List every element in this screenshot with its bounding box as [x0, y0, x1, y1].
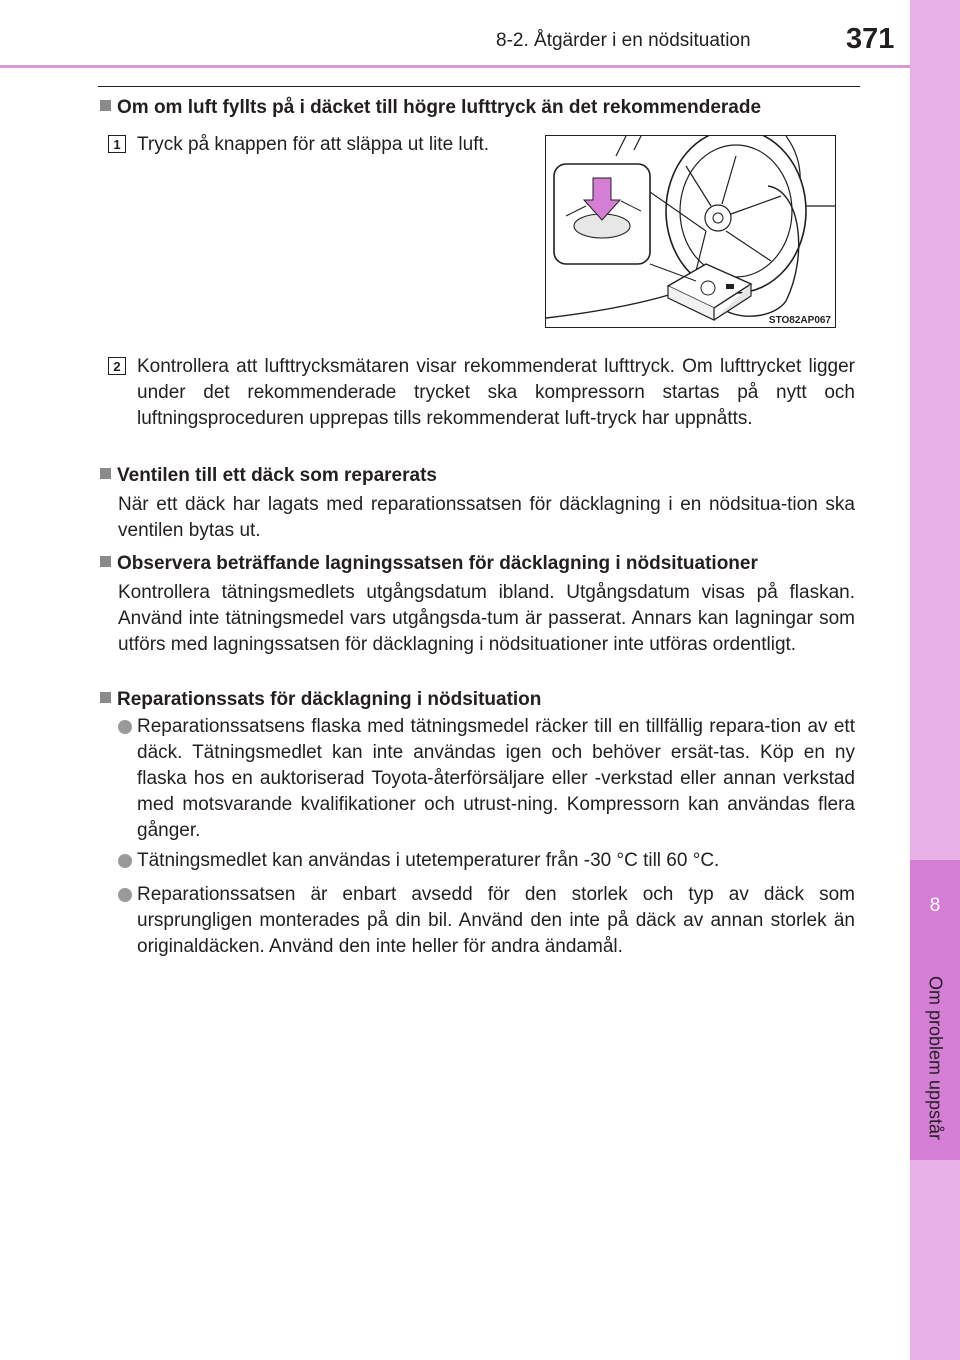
square-bullet-icon	[100, 100, 111, 111]
page-number: 371	[846, 23, 895, 55]
bullet-text: Reparationssatsen är enbart avsedd för den storlek och typ av däck som ursprungligen monterades på din bil. Använd den inte på däck av annan storlek än originaldäcken. Använd den inte heller för andra ändamål.	[137, 884, 855, 957]
section-heading-text: Om om luft fyllts på i däcket till högre lufttryck än det rekommenderade	[117, 97, 762, 118]
square-bullet-icon	[100, 556, 111, 567]
bullet-dot-icon	[118, 720, 132, 734]
step-text: Kontrollera att lufttrycksmätaren visar rekommenderat lufttryck. Om lufttrycket ligger under det rekommenderade trycket ska kompressorn startas på nytt och luftningsproceduren upprepas tills rekommenderat luft-tryck har uppnåtts.	[137, 356, 855, 429]
chapter-number: 8	[929, 895, 941, 916]
chapter-title: Om problem uppstår	[925, 975, 946, 1141]
square-bullet-icon	[100, 692, 111, 703]
square-bullet-icon	[100, 468, 111, 479]
section-heading-text: Observera beträffande lagningssatsen för däcklagning i nödsituationer	[117, 553, 758, 574]
section-paragraph: Kontrollera tätningsmedlets utgångsdatum ibland. Utgångsdatum visas på flaskan. Använd inte tätningsmedel vars utgångsda-tum är passerat. Annars kan lagningar som utförs med lagningssatsen för däcklagning i nödsituationer inte utföras ordentligt.	[118, 582, 855, 655]
section-heading-text: Ventilen till ett däck som reparerats	[117, 465, 437, 486]
header-section-title: 8-2. Åtgärder i en nödsituation	[496, 30, 751, 51]
compressor-illustration	[545, 135, 836, 328]
bullet-text: Tätningsmedlet kan användas i utetemperaturer från -30 °C till 60 °C.	[137, 850, 720, 871]
section-heading	[100, 552, 758, 576]
section-heading	[100, 464, 437, 488]
section-paragraph: När ett däck har lagats med reparationssatsen för däcklagning i en nödsitua-tion ska ventilen bytas ut.	[118, 494, 855, 541]
bullet-dot-icon	[118, 888, 132, 902]
step-text: Tryck på knappen för att släppa ut lite luft.	[137, 134, 490, 155]
figure-code: STO82AP067	[768, 315, 831, 326]
tire-compressor-drawing	[546, 136, 835, 327]
step-number-badge: 1	[108, 135, 126, 153]
section-rule	[98, 86, 860, 87]
bullet-text: Reparationssatsens flaska med tätningsmedel räcker till en tillfällig repara-tion av ett däck. Tätningsmedlet kan inte användas igen och behöver ersät-tas. Köp en ny flaska hos en auktoriserad Toyota-återförsäljare eller -verkstad eller annan verkstad med motsvarande kvalifikationer och utrust-ning. Kompressorn kan användas flera gånger.	[137, 716, 855, 841]
bullet-dot-icon	[118, 854, 132, 868]
step-number-badge: 2	[108, 357, 126, 375]
section-heading	[100, 688, 541, 712]
section-heading-text: Reparationssats för däcklagning i nödsituation	[117, 689, 542, 710]
section-heading	[100, 96, 761, 120]
header-divider	[0, 65, 910, 68]
